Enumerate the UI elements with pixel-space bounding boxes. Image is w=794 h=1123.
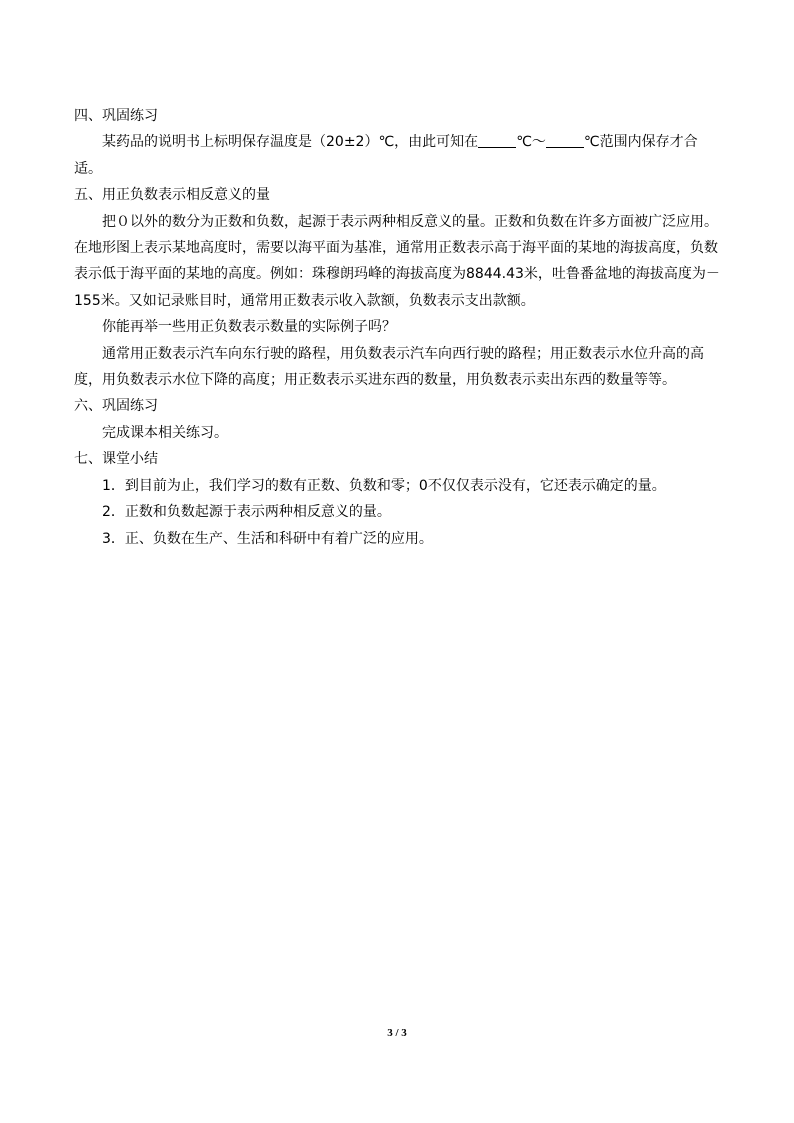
- section6-paragraph-1: 完成课本相关练习。: [102, 424, 228, 441]
- summary-item-1: 1．到目前为止，我们学习的数有正数、负数和零；0不仅仅表示没有，它还表示确定的量。: [102, 477, 666, 494]
- section4-heading: 四、巩固练习: [74, 108, 158, 124]
- section5-paragraph-1: 把０以外的数分为正数和负数，起源于表示两种相反意义的量。正数和负数在许多方面被广泛应用。在地形图上表示某地高度时，需要以海平面为基准，通常用正数表示高于海平面的某地的海拔高度，负数表示低于海平面的某地的高度。例如：珠穆朗玛峰的海拔高度为8844.43米，吐鲁番盆地的海拔高度为－155米。又如记录账目时，通常用正数表示收入款额，负数表示支出款额。: [74, 213, 720, 309]
- answer-blank-1[interactable]: [478, 133, 516, 148]
- section6-heading: 六、巩固练习: [74, 398, 158, 415]
- answer-blank-2[interactable]: [546, 133, 584, 148]
- question-text-2: ℃～: [516, 134, 546, 151]
- question-text-3: ℃范围内保存才合适。: [74, 134, 698, 177]
- section5-paragraph-3: 通常用正数表示汽车向东行驶的路程，用负数表示汽车向西行驶的路程；用正数表示水位升高的高度，用负数表示水位下降的高度；用正数表示买进东西的数量，用负数表示卖出东西的数量等等。: [74, 345, 704, 389]
- section4-question: [74, 129, 724, 182]
- section5-heading: 五、用正负数表示相反意义的量: [74, 187, 270, 204]
- summary-item-3: 3．正、负数在生产、生活和科研中有着广泛的应用。: [102, 530, 433, 547]
- document-body: [74, 103, 724, 552]
- question-text-1: 某药品的说明书上标明保存温度是（20±2）℃，由此可知在: [102, 134, 479, 151]
- summary-item-2: 2．正数和负数起源于表示两种相反意义的量。: [102, 504, 391, 521]
- page-number: 3 / 3: [387, 1027, 407, 1039]
- section7-heading: 七、课堂小结: [74, 451, 158, 468]
- section5-paragraph-2: 你能再举一些用正负数表示数量的实际例子吗？: [102, 319, 396, 336]
